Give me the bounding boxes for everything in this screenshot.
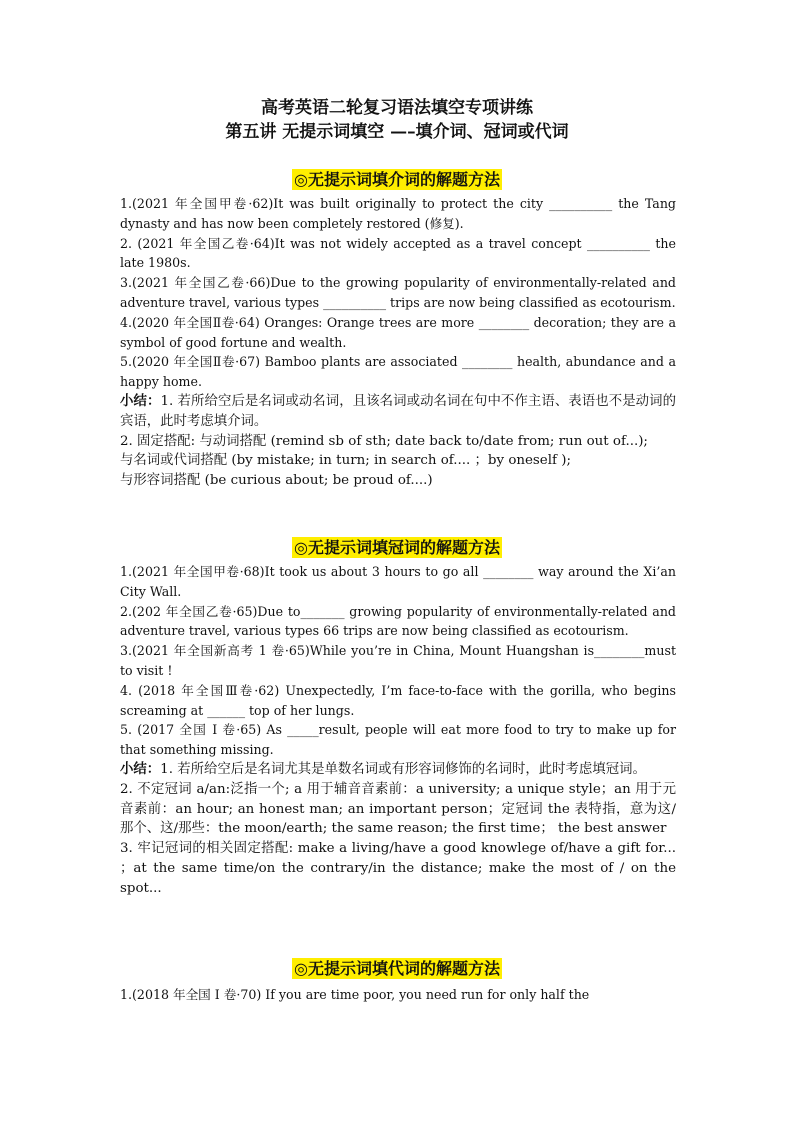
exercise-item: 3.(2021 年全国新高考 1 卷·65)While you’re in China, Mount Huangshan is________must to visit ! [120, 643, 676, 678]
exercise-item: 4.(2020 年全国Ⅱ卷·64) Oranges: Orange trees are more ________ decoration; they are a symbol of good fortune and wealth. [120, 314, 676, 350]
section-heading-articles [0, 537, 794, 559]
summary-label: 小结： [120, 392, 161, 409]
summary-item: 3. 牢记冠词的相关固定搭配: make a living/have a good knowlege of/have a gift for... ；at the same time/on the contrary/in the distance; make the most of / on the spot... [120, 841, 676, 896]
exercise-item: 4. (2018 年全国Ⅲ卷·62) Unexpectedly, I’m face-to-face with the gorilla, who begins screaming at ______ top of her lungs. [120, 682, 676, 718]
summary-text: 1. 若所给空后是名词或动名词，且该名词或动名词在句中不作主语、表语也不是动词的宾语，此时考虑填介词。 [120, 393, 677, 429]
exercise-item: 2.(202 年全国乙卷·65)Due to_______ growing popularity of environmentally-related and adventure travel, various types 66 trips are now being classified as ecotourism. [120, 603, 676, 639]
exercise-item: 1.(2021 年全国甲卷·62)It was built originally to protect the city __________ the Tang dynasty and has now been completely restored (修复). [120, 196, 676, 231]
summary-paragraph [120, 392, 676, 432]
summary-item: 与名词或代词搭配 (by mistake; in turn; in search of.... ；by oneself ); [120, 453, 571, 469]
page-title: 高考英语二轮复习语法填空专项讲练 [261, 98, 533, 118]
summary-item: 2. 不定冠词 a/an:泛指一个; a 用于辅音音素前：a university; a unique style；an 用于元音素前：an hour; an honest man; an important person；定冠词 the 表特指，意为这/那个、这/那些：the moon/earth; the same reason; the first time； the best answer [120, 781, 676, 837]
section-heading-prepositions [0, 169, 794, 191]
summary-text: 1. 若所给空后是名词尤其是单数名词或有形容词修饰的名词时，此时考虑填冠词。 [160, 761, 646, 777]
section-pronouns [120, 985, 676, 1005]
summary-item: 2. 固定搭配: 与动词搭配 (remind sb of sth; date back to/date from; run out of...); [120, 433, 648, 449]
section-heading-text: ◎无提示词填代词的解题方法 [294, 959, 500, 978]
section-prepositions [120, 194, 676, 491]
section-articles [120, 562, 676, 899]
exercise-item: 3.(2021 年全国乙卷·66)Due to the growing popularity of environmentally-related and adventure travel, various types __________ trips are now being classified as ecotourism. [120, 275, 676, 310]
exercise-item: 5. (2017 全国 I 卷·65) As _____result, people will eat more food to try to make up for that something missing. [120, 722, 676, 758]
exercise-item: 2. (2021 年全国乙卷·64)It was not widely accepted as a travel concept __________ the late 1980s. [120, 235, 676, 271]
summary-item: 与形容词搭配 (be curious about; be proud of....) [120, 473, 433, 489]
summary-paragraph [120, 760, 676, 780]
section-heading-text: ◎无提示词填介词的解题方法 [294, 170, 500, 189]
exercise-item: 1.(2018 年全国 Ⅰ 卷·70) If you are time poor, you need run for only half the [120, 987, 590, 1002]
exercise-item: 5.(2020 年全国Ⅱ卷·67) Bamboo plants are associated ________ health, abundance and a happy home. [120, 354, 676, 390]
page-subtitle: 第五讲 无提示词填空 —–填介词、冠词或代词 [225, 122, 569, 142]
section-heading-pronouns [0, 958, 794, 980]
exercise-item: 1.(2021 年全国甲卷·68)It took us about 3 hours to go all ________ way around the Xi’an City Wall. [120, 564, 676, 599]
summary-label: 小结： [120, 760, 161, 777]
section-heading-text: ◎无提示词填冠词的解题方法 [294, 538, 500, 557]
